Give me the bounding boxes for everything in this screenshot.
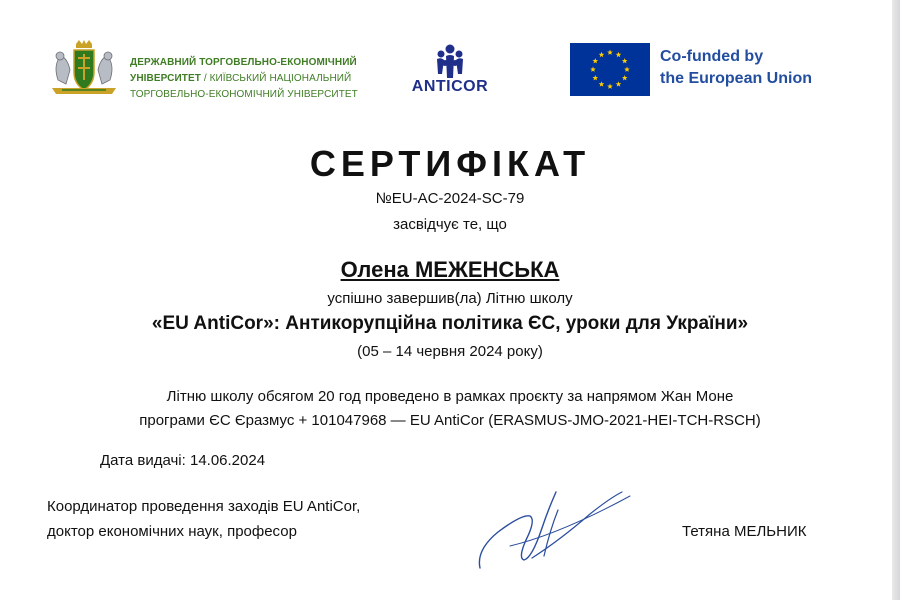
course-title: «EU AntiCor»: Антикорупційна політика ЄС, уроки для України» <box>151 313 749 334</box>
university-name-line1: ДЕРЖАВНИЙ ТОРГОВЕЛЬНО-ЕКОНОМІЧНИЙ <box>130 57 357 68</box>
university-name-line3: ТОРГОВЕЛЬНО-ЕКОНОМІЧНИЙ УНІВЕРСИТЕТ <box>130 89 358 100</box>
recipient-name: Олена МЕЖЕНСЬКА <box>340 257 560 282</box>
eu-cofunded-label <box>660 46 860 90</box>
eu-cofunded-line2: the European Union <box>660 70 812 87</box>
certificate-number: №EU-AC-2024-SC-79 <box>375 190 525 207</box>
page-edge <box>892 0 900 600</box>
coordinator-title-line2: доктор економічних наук, професор <box>47 523 297 540</box>
certifies-text: засвідчує те, що <box>393 216 507 233</box>
course-dates: (05 – 14 червня 2024 року) <box>357 343 543 360</box>
university-name-line2 <box>130 71 370 87</box>
completion-text: успішно завершив(ла) Літню школу <box>327 290 573 307</box>
anticor-label: ANTICOR <box>411 78 489 95</box>
university-emblem-icon <box>48 40 120 96</box>
description-line1: Літню школу обсягом 20 год проведено в рамках проєкту за напрямом Жан Моне <box>166 388 734 405</box>
university-name-line2a: УНІВЕРСИТЕТ <box>130 73 201 84</box>
description-line2: програми ЄС Єразмус + 101047968 — EU AntiCor (ERASMUS-JMO-2021-HEI-TCH-RSCH) <box>139 412 761 429</box>
anticor-people-icon <box>428 44 472 80</box>
handwritten-signature <box>470 470 640 575</box>
university-name <box>130 55 370 103</box>
eu-flag-icon <box>570 43 650 96</box>
certificate-title: СЕРТИФІКАТ <box>309 143 591 184</box>
coordinator-title-line1: Координатор проведення заходів EU AntiCor, <box>47 498 361 515</box>
eu-cofunded-line1: Co-funded by <box>660 48 764 65</box>
issue-date: Дата видачі: 14.06.2024 <box>100 452 266 469</box>
university-name-line2b: / КИЇВСЬКИЙ НАЦІОНАЛЬНИЙ <box>200 73 352 84</box>
signer-name: Тетяна МЕЛЬНИК <box>682 523 807 540</box>
